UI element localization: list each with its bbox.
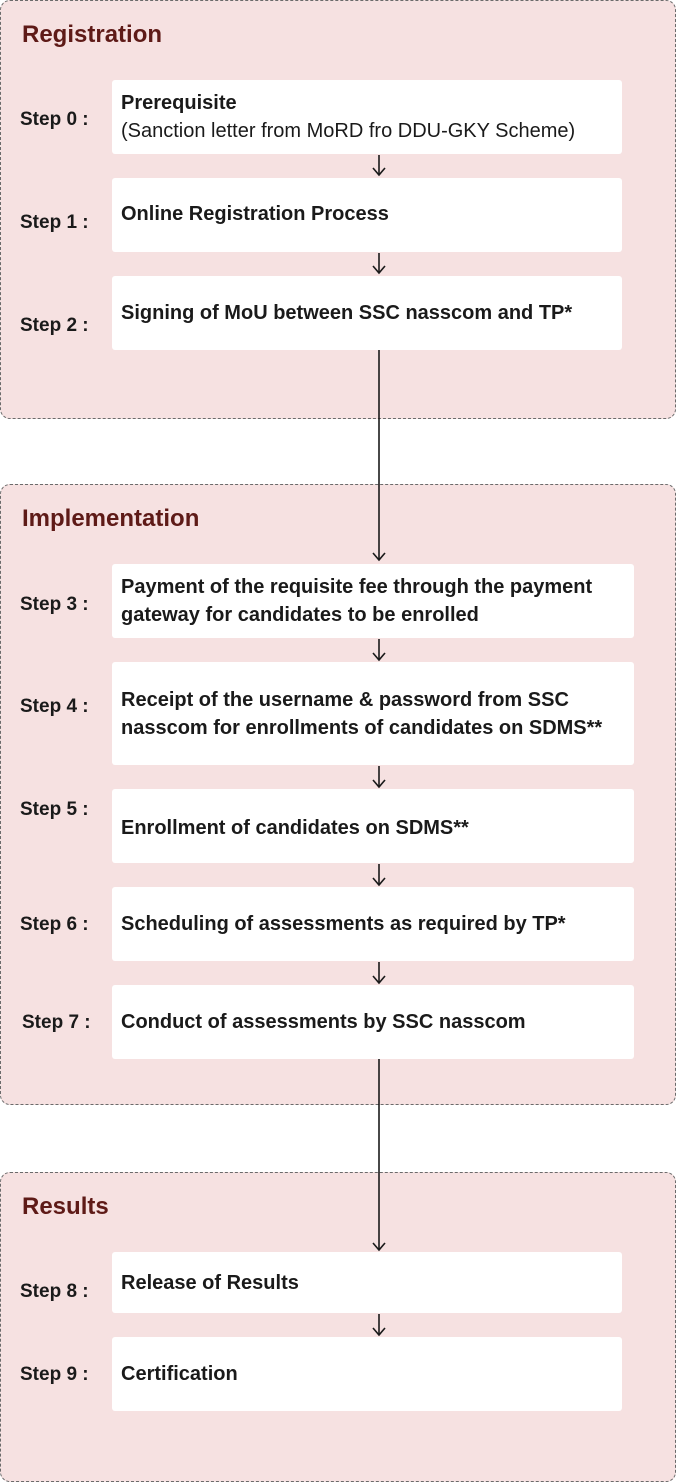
- step-6-text: Scheduling of assessments as required by TP*: [121, 913, 566, 935]
- results-title: Results: [22, 1193, 109, 1220]
- step-4-text: Receipt of the username & password from SSC nasscom for enrollments of candidates on SDMS**: [121, 688, 603, 739]
- step-8-text: Release of Results: [121, 1271, 299, 1294]
- step-0-subtext: (Sanction letter from MoRD fro DDU-GKY Scheme): [121, 120, 576, 142]
- step-0-text: Prerequisite: [121, 92, 237, 114]
- results-section: [0, 1172, 676, 1482]
- step-2-box: [112, 276, 622, 350]
- step-0-box: [112, 80, 622, 154]
- step-8-box: [112, 1252, 622, 1313]
- step-7-text: Conduct of assessments by SSC nasscom: [121, 1011, 526, 1033]
- step-1-text: Online Registration Process: [121, 203, 389, 225]
- step-9-box: [112, 1337, 622, 1411]
- step-6-label: Step 6 :: [20, 914, 89, 935]
- step-5-label: Step 5 :: [20, 799, 89, 820]
- step-1-box: [112, 178, 622, 252]
- step-3-text: Payment of the requisite fee through the payment gateway for candidates to be enrolled: [121, 576, 593, 626]
- step-3-box: [112, 564, 634, 638]
- step-2-label: Step 2 :: [20, 315, 89, 336]
- step-7-box: [112, 985, 634, 1059]
- step-5-box: [112, 789, 634, 863]
- step-5-text: Enrollment of candidates on SDMS**: [121, 817, 469, 839]
- registration-title: Registration: [22, 21, 163, 48]
- step-6-box: [112, 887, 634, 961]
- step-1-label: Step 1 :: [20, 212, 89, 233]
- step-8-label: Step 8 :: [20, 1281, 89, 1302]
- step-7-label: Step 7 :: [22, 1012, 91, 1033]
- step-0-label: Step 0 :: [20, 109, 89, 130]
- step-3-label: Step 3 :: [20, 594, 89, 615]
- step-9-label: Step 9 :: [20, 1364, 89, 1385]
- step-2-text: Signing of MoU between SSC nasscom and TP*: [121, 302, 573, 324]
- implementation-title: Implementation: [22, 505, 200, 532]
- step-9-text: Certification: [121, 1363, 238, 1385]
- step-4-label: Step 4 :: [20, 696, 89, 717]
- step-4-box: [112, 662, 634, 765]
